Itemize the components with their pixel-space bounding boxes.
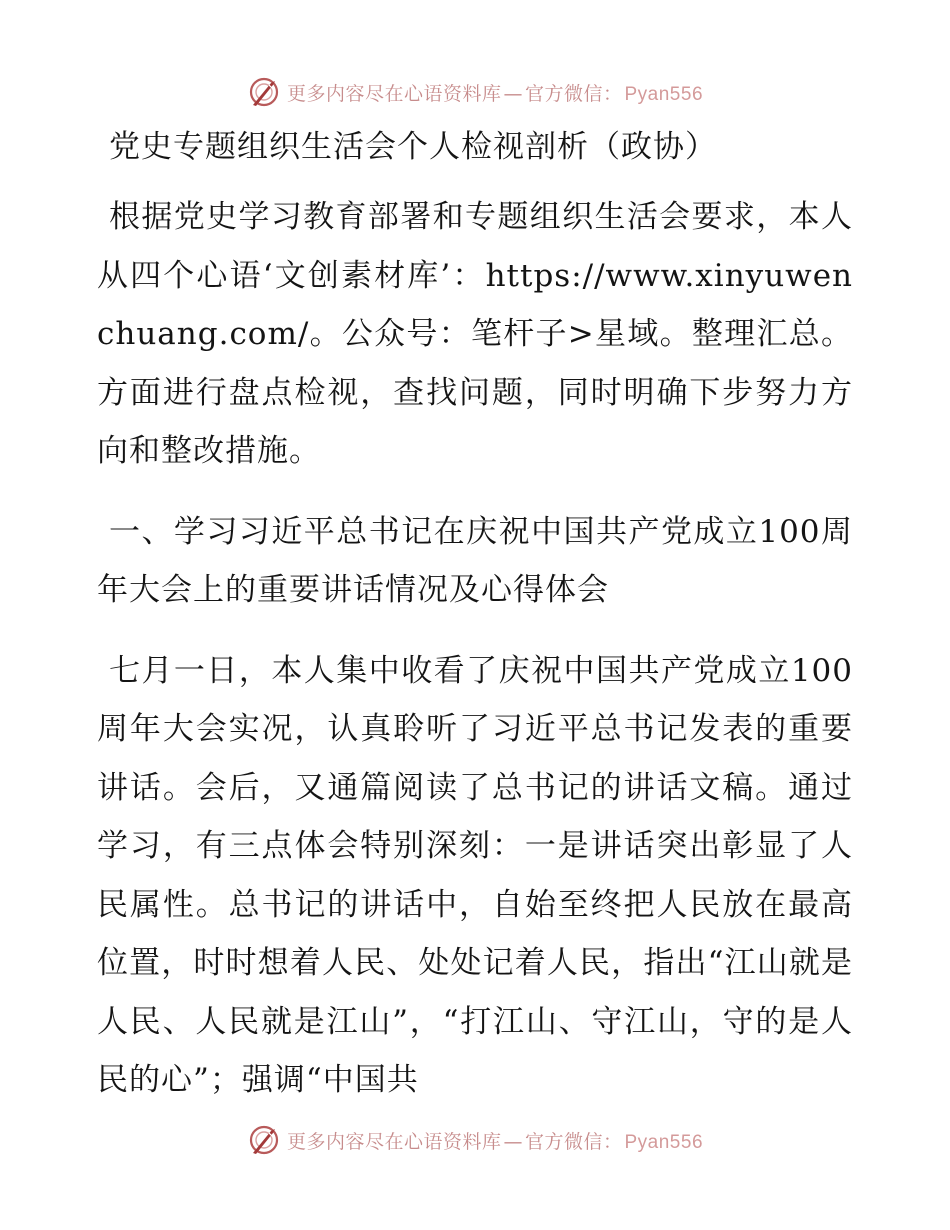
paragraph-intro: 根据党史学习教育部署和专题组织生活会要求，本人从四个心语‘文创素材库’：https://www.xinyuwenchuang.com/。公众号：笔杆子>星域。整理汇总。方面进行盘点检视，查找问题，同时明确下步努力方向和整改措施。: [97, 199, 853, 469]
document-body: [97, 118, 853, 1132]
watermark-text: 更多内容尽在心语资料库: [286, 82, 502, 105]
watermark-suffix: 官方微信：: [524, 82, 623, 105]
quill-pen-logo-icon: [247, 75, 281, 109]
watermark-text: 更多内容尽在心语资料库: [286, 1130, 502, 1153]
watermark-separator: —: [503, 82, 523, 105]
footer-watermark: [0, 1120, 950, 1160]
header-watermark: [0, 72, 950, 112]
watermark-suffix: 官方微信：: [524, 1130, 623, 1153]
watermark-separator: —: [503, 1130, 523, 1153]
watermark-handle: Pyan556: [624, 1131, 704, 1153]
watermark-handle: Pyan556: [624, 83, 704, 105]
paragraph-section-heading: 一、学习习近平总书记在庆祝中国共产党成立100周年大会上的重要讲话情况及心得体会: [97, 513, 853, 608]
paragraph-body: 七月一日，本人集中收看了庆祝中国共产党成立100周年大会实况，认真聆听了习近平总书记发表的重要讲话。会后，又通篇阅读了总书记的讲话文稿。通过学习，有三点体会特别深刻：一是讲话突出彰显了人民属性。总书记的讲话中，自始至终把人民放在最高位置，时时想着人民、处处记着人民，指出“江山就是人民、人民就是江山”，“打江山、守江山，守的是人民的心”；强调“中国共: [97, 652, 853, 1098]
quill-pen-logo-icon: [247, 1123, 281, 1157]
document-title: 党史专题组织生活会个人检视剖析（政协）: [109, 129, 717, 165]
